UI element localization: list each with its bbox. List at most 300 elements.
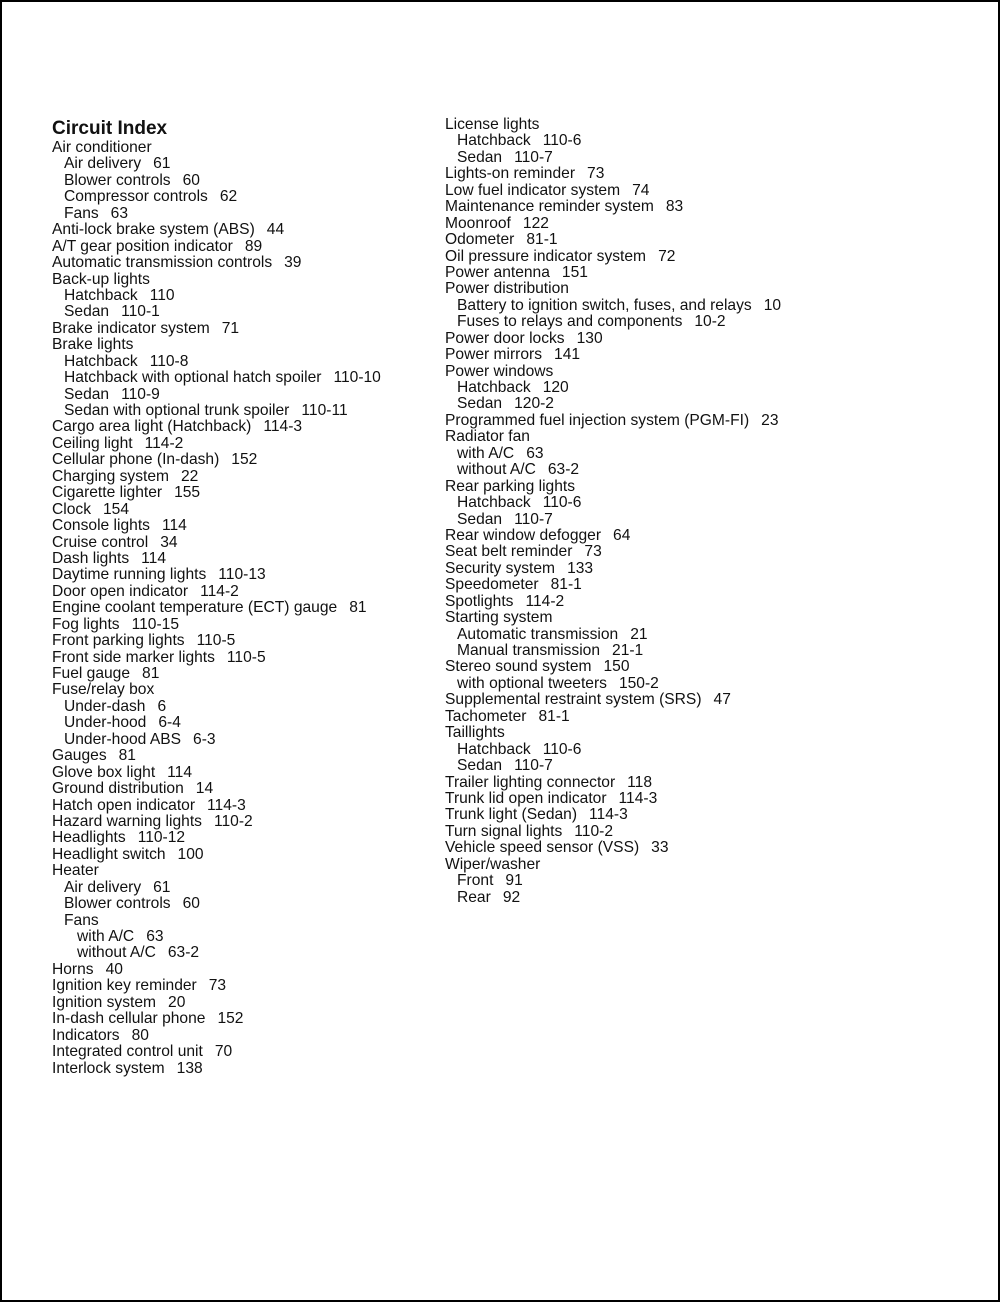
entry-label: Power antenna	[445, 263, 550, 281]
entry-page-number: 100	[177, 845, 204, 863]
entry-page-number: 62	[219, 188, 238, 206]
index-entry	[445, 840, 781, 856]
index-entry	[52, 765, 381, 781]
entry-page-number: 138	[176, 1059, 203, 1077]
index-entry	[52, 830, 381, 846]
entry-label: Under-hood	[64, 714, 147, 732]
index-subentry	[445, 396, 781, 412]
right-entry-list	[445, 117, 781, 906]
index-entry	[52, 798, 381, 814]
entry-label: Low fuel indicator system	[445, 181, 621, 199]
entry-label: Ground distribution	[52, 780, 184, 798]
entry-page-number: 110-6	[542, 132, 582, 150]
entry-label: Hatch open indicator	[52, 796, 196, 814]
entry-page-number: 61	[153, 155, 171, 173]
index-entry	[52, 995, 381, 1011]
entry-page-number: 21	[630, 625, 648, 643]
entry-page-number: 81-1	[538, 707, 570, 725]
entry-label: Sedan	[457, 510, 503, 528]
entry-label: Supplemental restraint system (SRS)	[445, 691, 702, 709]
entry-page-number: 150-2	[618, 674, 659, 692]
entry-label: Sedan	[457, 757, 503, 775]
entry-label: Ignition key reminder	[52, 977, 197, 995]
entry-label: Hatchback	[457, 494, 531, 512]
entry-page-number: 151	[561, 263, 588, 281]
entry-label: Heater	[52, 862, 99, 880]
right-column	[445, 117, 781, 906]
index-subentry	[445, 314, 781, 330]
index-entry	[52, 272, 381, 288]
entry-page-number: 83	[665, 198, 684, 216]
entry-label: Power distribution	[445, 280, 569, 298]
entry-label: Cigarette lighter	[52, 484, 163, 502]
index-subentry	[52, 880, 381, 896]
entry-label: Door open indicator	[52, 582, 189, 600]
index-subentry	[445, 446, 781, 462]
entry-page-number: 110-5	[226, 648, 266, 666]
entry-page-number: 110-7	[514, 757, 553, 775]
entry-label: Moonroof	[445, 214, 511, 232]
index-entry	[52, 617, 381, 633]
entry-page-number: 114-3	[207, 796, 246, 814]
index-entry	[52, 518, 381, 534]
entry-label: Front	[457, 872, 494, 890]
entry-page-number: 74	[632, 181, 650, 199]
index-entry	[52, 239, 381, 255]
index-entry	[445, 265, 781, 281]
index-entry	[445, 528, 781, 544]
entry-page-number: 110-11	[301, 402, 348, 419]
index-entry	[52, 863, 381, 879]
entry-label: A/T gear position indicator	[52, 237, 233, 255]
entry-label: Under-dash	[64, 697, 146, 715]
entry-label: Integrated control unit	[52, 1043, 203, 1061]
index-entry	[445, 577, 781, 593]
index-entry	[52, 978, 381, 994]
entry-label: Fans	[64, 204, 99, 222]
index-entry	[445, 725, 781, 741]
index-entry	[445, 857, 781, 873]
entry-page-number: 110-10	[333, 369, 381, 387]
entry-page-number: 110-9	[121, 385, 160, 403]
entry-page-number: 61	[153, 878, 171, 896]
index-entry	[445, 331, 781, 347]
entry-label: Trailer lighting connector	[445, 773, 616, 791]
entry-label: without A/C	[457, 461, 536, 479]
index-subentry	[445, 643, 781, 659]
entry-label: Cruise control	[52, 533, 149, 551]
entry-label: Indicators	[52, 1026, 120, 1044]
index-subentry	[445, 133, 781, 149]
entry-label: Fuel gauge	[52, 665, 131, 682]
index-subentry	[445, 380, 781, 396]
index-subentry	[52, 387, 381, 403]
entry-page-number: 130	[576, 329, 603, 347]
index-subentry	[52, 929, 381, 945]
entry-label: Dash lights	[52, 549, 130, 567]
index-subentry	[52, 913, 381, 929]
entry-page-number: 81-1	[526, 231, 558, 249]
entry-page-number: 114-2	[200, 582, 239, 600]
entry-label: Headlight switch	[52, 845, 166, 863]
entry-label: Blower controls	[64, 171, 171, 189]
entry-page-number: 122	[522, 214, 549, 232]
index-entry	[445, 791, 781, 807]
index-subentry	[52, 156, 381, 172]
entry-label: Power mirrors	[445, 346, 543, 364]
index-entry	[52, 255, 381, 271]
entry-label: with A/C	[77, 928, 135, 945]
entry-label: Taillights	[445, 724, 505, 742]
entry-page-number: 6	[157, 697, 167, 715]
page-title: Circuit Index	[52, 118, 168, 139]
entry-label: Lights-on reminder	[445, 165, 576, 183]
index-entry	[445, 544, 781, 560]
index-entry	[52, 452, 381, 468]
index-entry	[52, 485, 381, 501]
entry-label: In-dash cellular phone	[52, 1010, 206, 1028]
entry-page-number: 33	[651, 839, 669, 857]
index-entry	[52, 666, 381, 682]
entry-label: Fuses to relays and components	[457, 313, 683, 331]
index-subentry	[52, 288, 381, 304]
entry-page-number: 92	[502, 888, 521, 906]
index-subentry	[52, 732, 381, 748]
entry-label: Automatic transmission controls	[52, 254, 273, 272]
index-subentry	[445, 873, 781, 889]
index-entry	[445, 561, 781, 577]
entry-label: Maintenance reminder system	[445, 198, 654, 216]
index-subentry	[52, 945, 381, 961]
entry-label: Rear parking lights	[445, 477, 576, 495]
index-entry	[445, 692, 781, 708]
entry-page-number: 71	[221, 319, 240, 337]
entry-page-number: 73	[208, 977, 227, 995]
entry-page-number: 114	[167, 763, 193, 781]
entry-label: Under-hood ABS	[64, 730, 182, 748]
index-entry	[445, 594, 781, 610]
entry-page-number: 152	[217, 1010, 244, 1028]
entry-label: with A/C	[457, 444, 515, 462]
entry-label: with optional tweeters	[457, 674, 607, 692]
entry-page-number: 110-7	[514, 510, 553, 528]
entry-label: Sedan	[457, 148, 503, 166]
index-entry	[445, 479, 781, 495]
index-entry	[445, 249, 781, 265]
entry-label: Security system	[445, 559, 556, 577]
entry-label: without A/C	[77, 944, 156, 962]
entry-label: Wiper/washer	[445, 855, 541, 873]
entry-label: Radiator fan	[445, 428, 530, 446]
entry-page-number: 118	[627, 773, 653, 791]
entry-page-number: 120	[542, 379, 569, 396]
index-entry	[52, 551, 381, 567]
entry-label: Brake indicator system	[52, 319, 210, 337]
index-entry	[52, 847, 381, 863]
entry-label: License lights	[445, 116, 540, 133]
entry-page-number: 63	[526, 444, 544, 462]
entry-page-number: 10-2	[694, 313, 726, 331]
index-subentry	[52, 715, 381, 731]
entry-label: Programmed fuel injection system (PGM-FI)	[445, 411, 750, 429]
index-entry	[445, 610, 781, 626]
left-column	[52, 117, 381, 1077]
index-entry	[52, 535, 381, 551]
entry-label: Ignition system	[52, 993, 157, 1011]
entry-label: Manual transmission	[457, 642, 601, 659]
entry-label: Turn signal lights	[445, 822, 563, 840]
index-entry	[445, 413, 781, 429]
entry-page-number: 114	[161, 517, 187, 535]
entry-page-number: 70	[214, 1043, 233, 1061]
index-subentry	[445, 298, 781, 314]
entry-page-number: 110-2	[574, 822, 614, 840]
index-entry	[445, 807, 781, 823]
entry-label: Daytime running lights	[52, 566, 207, 584]
entry-page-number: 44	[266, 221, 285, 239]
entry-label: Fans	[64, 911, 99, 929]
entry-page-number: 60	[182, 171, 200, 189]
index-entry	[445, 199, 781, 215]
entry-label: Brake lights	[52, 336, 134, 354]
entry-label: Horns	[52, 960, 94, 978]
index-subentry	[52, 896, 381, 912]
entry-page-number: 22	[181, 467, 199, 485]
entry-label: Air delivery	[64, 878, 142, 896]
entry-page-number: 72	[658, 247, 676, 265]
entry-page-number: 114-2	[144, 434, 184, 452]
entry-page-number: 110-12	[137, 829, 186, 847]
index-entry	[445, 347, 781, 363]
entry-page-number: 81-1	[550, 576, 582, 594]
entry-label: Oil pressure indicator system	[445, 247, 647, 265]
entry-page-number: 63	[146, 928, 164, 945]
entry-label: Sedan	[64, 385, 110, 403]
index-entry	[52, 436, 381, 452]
entry-page-number: 23	[761, 411, 779, 429]
index-subentry	[52, 370, 381, 386]
entry-page-number: 110-5	[196, 632, 236, 650]
index-entry	[445, 232, 781, 248]
entry-label: Rear window defogger	[445, 526, 602, 544]
entry-label: Power windows	[445, 362, 554, 380]
index-entry	[445, 216, 781, 232]
entry-page-number: 114-3	[589, 806, 628, 824]
entry-label: Clock	[52, 500, 91, 518]
index-subentry	[445, 742, 781, 758]
index-entry	[52, 1028, 381, 1044]
entry-label: Engine coolant temperature (ECT) gauge	[52, 599, 338, 617]
index-entry	[445, 364, 781, 380]
entry-label: Trunk lid open indicator	[445, 789, 607, 807]
entry-label: Sedan	[64, 303, 110, 321]
index-entry	[52, 633, 381, 649]
entry-page-number: 133	[567, 559, 594, 577]
index-entry	[52, 814, 381, 830]
entry-label: Cellular phone (In-dash)	[52, 451, 220, 469]
entry-label: Starting system	[445, 609, 553, 627]
entry-page-number: 150	[603, 658, 630, 676]
entry-page-number: 141	[554, 346, 581, 364]
entry-label: Ceiling light	[52, 434, 133, 452]
entry-label: Fog lights	[52, 615, 120, 633]
entry-label: Hatchback	[457, 740, 531, 758]
entry-label: Air conditioner	[52, 139, 152, 156]
entry-page-number: 40	[105, 960, 123, 978]
entry-page-number: 6-3	[193, 730, 216, 748]
entry-page-number: 81	[349, 599, 367, 617]
entry-page-number: 91	[505, 872, 523, 890]
entry-page-number: 152	[231, 451, 258, 469]
entry-label: Headlights	[52, 829, 126, 847]
entry-page-number: 110-6	[542, 740, 582, 758]
entry-page-number: 63-2	[167, 944, 200, 962]
entry-page-number: 73	[584, 543, 602, 561]
entry-page-number: 80	[131, 1026, 149, 1044]
index-entry	[52, 748, 381, 764]
entry-page-number: 110-6	[542, 494, 582, 512]
entry-page-number: 110-1	[121, 303, 160, 321]
entry-label: Stereo sound system	[445, 658, 592, 676]
entry-page-number: 81	[118, 747, 136, 765]
entry-page-number: 110-2	[213, 812, 253, 830]
index-entry	[52, 222, 381, 238]
index-entry	[52, 962, 381, 978]
entry-page-number: 114	[141, 549, 167, 567]
index-entry	[445, 824, 781, 840]
entry-page-number: 73	[587, 165, 605, 183]
entry-page-number: 10	[763, 296, 782, 314]
index-entry	[52, 1044, 381, 1060]
index-entry	[52, 321, 381, 337]
entry-label: Anti-lock brake system (ABS)	[52, 221, 255, 239]
entry-label: Front side marker lights	[52, 648, 215, 666]
index-entry	[445, 183, 781, 199]
entry-label: Charging system	[52, 467, 169, 485]
index-entry	[445, 117, 781, 133]
entry-label: Odometer	[445, 231, 515, 249]
entry-page-number: 114-2	[525, 592, 565, 610]
entry-label: Glove box light	[52, 763, 156, 781]
index-subentry	[445, 512, 781, 528]
entry-page-number: 81	[142, 665, 160, 682]
entry-page-number: 120-2	[514, 395, 554, 413]
entry-label: Seat belt reminder	[445, 543, 573, 561]
index-entry	[52, 502, 381, 518]
index-subentry	[52, 354, 381, 370]
entry-label: Rear	[457, 888, 491, 906]
index-subentry	[445, 495, 781, 511]
index-subentry	[52, 304, 381, 320]
entry-label: Console lights	[52, 517, 150, 535]
entry-label: Fuse/relay box	[52, 681, 155, 699]
entry-label: Automatic transmission	[457, 625, 619, 643]
entry-page-number: 110	[149, 286, 175, 304]
entry-label: Hatchback with optional hatch spoiler	[64, 369, 322, 387]
entry-page-number: 39	[284, 254, 302, 272]
entry-label: Spotlights	[445, 592, 514, 610]
index-entry	[52, 600, 381, 616]
entry-label: Power door locks	[445, 329, 565, 347]
entry-page-number: 63	[110, 204, 129, 222]
index-entry	[52, 1061, 381, 1077]
entry-page-number: 114-3	[618, 789, 658, 807]
entry-page-number: 110-8	[149, 352, 189, 370]
index-subentry	[52, 173, 381, 189]
index-subentry	[445, 462, 781, 478]
entry-label: Sedan	[457, 395, 503, 413]
index-entry	[52, 1011, 381, 1027]
entry-label: Cargo area light (Hatchback)	[52, 418, 252, 436]
entry-label: Gauges	[52, 747, 107, 765]
entry-page-number: 34	[160, 533, 178, 551]
entry-page-number: 155	[174, 484, 201, 502]
index-entry	[445, 659, 781, 675]
index-entry	[52, 650, 381, 666]
index-entry	[52, 337, 381, 353]
index-subentry	[445, 890, 781, 906]
entry-label: Compressor controls	[64, 188, 208, 206]
entry-page-number: 20	[168, 993, 186, 1011]
entry-label: Hatchback	[457, 379, 531, 396]
entry-label: Speedometer	[445, 576, 539, 594]
entry-label: Blower controls	[64, 895, 171, 913]
index-subentry	[445, 758, 781, 774]
entry-page-number: 14	[195, 780, 214, 798]
entry-label: Interlock system	[52, 1059, 165, 1077]
entry-page-number: 47	[713, 691, 731, 709]
index-entry	[52, 584, 381, 600]
index-entry	[445, 709, 781, 725]
index-entry	[445, 281, 781, 297]
entry-page-number: 21-1	[612, 642, 644, 659]
index-entry	[445, 775, 781, 791]
entry-label: Trunk light (Sedan)	[445, 806, 578, 824]
entry-page-number: 64	[613, 526, 631, 544]
entry-label: Tachometer	[445, 707, 527, 725]
entry-label: Hatchback	[457, 132, 531, 150]
entry-page-number: 89	[244, 237, 263, 255]
entry-label: Sedan with optional trunk spoiler	[64, 402, 290, 419]
index-entry	[445, 429, 781, 445]
entry-page-number: 154	[103, 500, 130, 518]
entry-page-number: 63-2	[547, 461, 580, 479]
entry-label: Battery to ignition switch, fuses, and relays	[457, 296, 752, 314]
index-subentry	[52, 206, 381, 222]
entry-label: Hatchback	[64, 352, 138, 370]
index-entry	[445, 166, 781, 182]
entry-label: Vehicle speed sensor (VSS)	[445, 839, 640, 857]
entry-label: Hatchback	[64, 286, 138, 304]
entry-page-number: 6-4	[158, 714, 181, 732]
entry-page-number: 114-3	[263, 418, 303, 436]
entry-page-number: 110-13	[218, 566, 266, 584]
index-entry	[52, 469, 381, 485]
left-entry-list	[52, 140, 381, 1077]
index-entry	[52, 781, 381, 797]
index-subentry	[445, 627, 781, 643]
entry-label: Back-up lights	[52, 270, 150, 288]
entry-page-number: 110-15	[131, 615, 180, 633]
index-entry	[52, 682, 381, 698]
index-entry	[52, 140, 381, 156]
index-subentry	[52, 189, 381, 205]
index-subentry	[52, 699, 381, 715]
entry-label: Hazard warning lights	[52, 812, 202, 830]
index-subentry	[445, 676, 781, 692]
entry-label: Air delivery	[64, 155, 142, 173]
entry-page-number: 110-7	[514, 148, 553, 166]
